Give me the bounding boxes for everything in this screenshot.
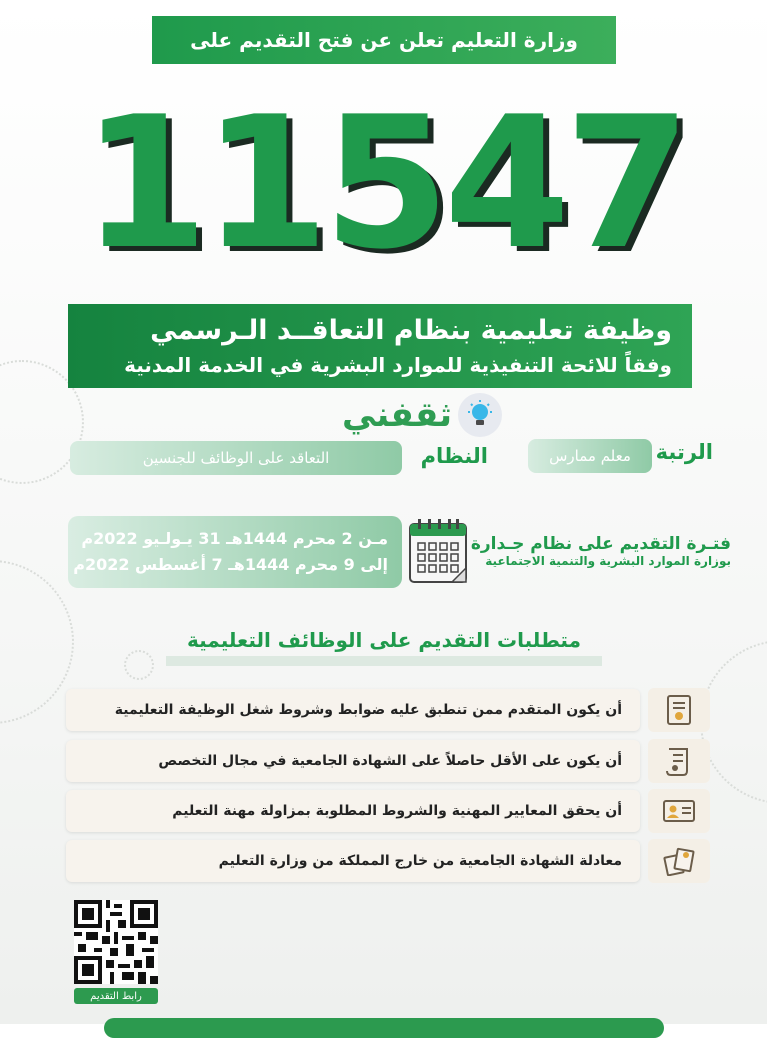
id-card-icon xyxy=(648,789,710,833)
system-value: التعاقد على الوظائف للجنسين xyxy=(70,441,402,475)
title-line-2: وفقاً للائحة التنفيذية للموارد البشرية في الخدمة المدنية xyxy=(124,353,672,377)
rank-value: معلم ممارس xyxy=(528,439,652,473)
apply-link-label[interactable]: رابط التقديم xyxy=(74,988,158,1004)
period-to: إلى 9 محرم 1444هـ 7 أغسطس 2022م xyxy=(73,555,388,574)
footer-bar xyxy=(104,1018,664,1038)
requirement-item: أن يحقق المعايير المهنية والشروط المطلوبة بمزاولة مهنة التعليم xyxy=(66,790,640,832)
announcement-banner: وزارة التعليم تعلن عن فتح التقديم على xyxy=(152,16,616,64)
requirement-item: أن يكون المتقدم ممن تنطبق عليه ضوابط وشروط شغل الوظيفة التعليمية xyxy=(66,689,640,731)
qr-code[interactable] xyxy=(74,900,158,984)
decor-circle-small xyxy=(124,650,154,680)
logo xyxy=(298,393,512,443)
period-subtitle: بوزارة الموارد البشرية والتنمية الاجتماعية xyxy=(485,554,731,568)
requirement-item: معادلة الشهادة الجامعية من خارج المملكة من وزارة التعليم xyxy=(66,840,640,882)
period-title: فتـرة التقديم على نظام جـدارة xyxy=(470,534,731,554)
requirement-item: أن يكون على الأقل حاصلاً على الشهادة الجامعية في مجال التخصص xyxy=(66,740,640,782)
title-line-1: وظيفة تعليمية بنظام التعاقــد الـرسمي xyxy=(150,315,672,346)
calendar-icon xyxy=(408,518,468,586)
jobs-count: 11547 xyxy=(81,77,686,289)
certificate-icon xyxy=(648,688,710,732)
decor-circle-bottom-left xyxy=(0,560,74,724)
period-dates xyxy=(68,516,402,588)
logo-text: ثقفني xyxy=(342,395,452,435)
rank-label: الرتبة xyxy=(655,440,713,464)
requirements-underline xyxy=(166,656,602,666)
requirements-title: متطلبات التقديم على الوظائف التعليمية xyxy=(187,628,581,652)
period-info xyxy=(471,534,731,568)
title-banner xyxy=(68,304,692,388)
lightbulb-icon xyxy=(458,393,502,437)
period-from: مـن 2 محرم 1444هـ 31 يـولـيو 2022م xyxy=(81,529,388,548)
documents-icon xyxy=(648,839,710,883)
diploma-icon xyxy=(648,739,710,783)
decor-circle-right xyxy=(700,640,767,804)
system-label: النظام xyxy=(420,444,488,468)
